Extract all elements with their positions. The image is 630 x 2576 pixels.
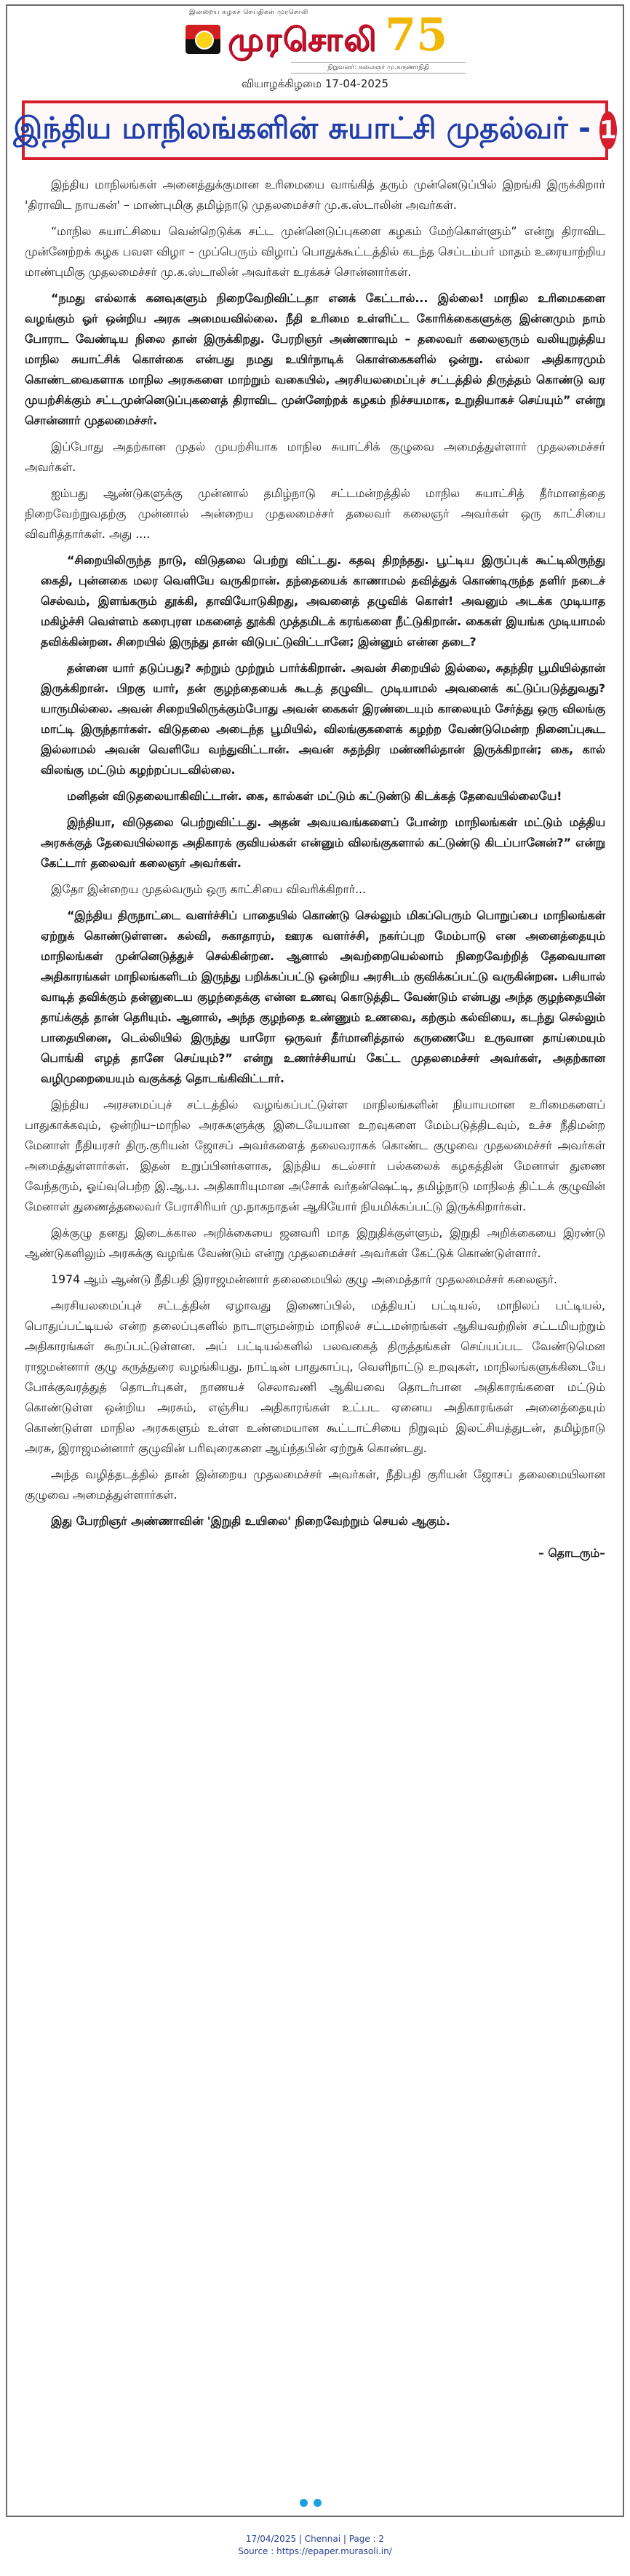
article-paragraph: 1974 ஆம் ஆண்டு நீதிபதி இராஜமன்னார் தலைமையில் குழு அமைத்தார் முதலமைச்சர் கலைஞர். — [51, 1272, 558, 1286]
article-paragraph: “சிறையிலிருந்த நாடு, விடுதலை பெற்று விட்டது. கதவு திறந்தது. பூட்டிய இருப்புக் கூட்டிலிருந்து கைதி, புன்னகை மலர வெளியே வருகிறான். தந்தையைக் காணாமல் தவித்துக் கொண்டிருந்த தளிர் நடைச் செல்வம், இளங்கரும் தூக்கி, தாவியோடுகிறது, அவனைத் தழுவிக் கொள்! அவனும் அடக்க முடியாத மகிழ்ச்சி வெள்ளம் கரைபுரள மகனைத் தூக்கி முத்தமிடக் கரங்களை நீட்டுகிறான். கைகள் இயங்க முடியாமல் தவிக்கின்றன. சிறையில் இருந்து தான் விடுபட்டுவிட்டானே; இன்னும் என்ன தடை? — [41, 553, 605, 649]
masthead — [7, 6, 623, 93]
page-dot[interactable] — [314, 2499, 322, 2507]
article-body — [25, 175, 605, 1569]
part-number-badge: 1 — [599, 111, 617, 149]
article-title: இந்திய மாநிலங்களின் சுயாட்சி முதல்வர் - — [13, 111, 591, 146]
page-navigation-dots[interactable] — [300, 2499, 322, 2507]
footer-source-link[interactable]: Source : https://epaper.murasoli.in/ — [238, 2546, 392, 2556]
article-paragraph: அரசியலமைப்புச் சட்டத்தின் ஏழாவது இணைப்பில், மத்தியப் பட்டியல், மாநிலப் பட்டியல், பொதுப்பட்டியல் என்ற தலைப்புகளில் நாடாளுமன்றம் மாநிலச் சட்டமன்றங்கள் ஆகியவற்றின் சட்டமியற்றும் அதிகாரங்கள் கூறப்பட்டுள்ளன. அப் பட்டியல்களில் பலவகைத் திருத்தங்கள் செய்யப்பட வேண்டுமென ராஜமன்னார் குழு கருத்துரை வழங்கியது. நாட்டின் பாதுகாப்பு, வெளிநாட்டு உறவுகள், மாநிலங்களுக்கிடையே போக்குவரத்துத் தொடர்புகள், நாணயச் செலாவணி ஆகியவை தொடர்பான அதிகாரங்களை மட்டும் கொண்டுள்ள ஒன்றிய அரசும், எஞ்சிய அதிகாரங்கள் உட்பட ஏனைய அதிகாரங்கள் அனைத்தையும் கொண்டுள்ள மாநில அரசுகளும் உள்ள உண்மையான கூட்டாட்சியை நிறுவும் இலட்சியத்துடன், தமிழ்நாடு அரசு, இராஜமன்னார் குழுவின் பரிவுரைகளை ஆய்ந்தபின் ஏற்றுக் கொண்டது. — [25, 1299, 605, 1455]
anniversary-75-logo — [385, 8, 448, 63]
footer-date-line: 17/04/2025 | Chennai | Page : 2 — [245, 2534, 385, 2544]
article-paragraph: அந்த வழித்தடத்தில் தான் இன்றைய முதலமைச்சர் அவர்கள், நீதிபதி குரியன் ஜோசப் தலைமையிலான குழுவை அமைத்துள்ளார்கள். — [25, 1467, 605, 1502]
article-paragraph: “நமது எல்லாக் கனவுகளும் நிறைவேறிவிட்டதா எனக் கேட்டால்... இல்லை! மாநில உரிமைகளை வழங்கும் ஓர் ஒன்றிய அரசு அமையவில்லை. நீதி உரிமை உள்ளிட்ட கோரிக்கைகளுக்கு இன்னமும் நாம் போராட வேண்டிய நிலை தான் இருக்கிறது. பேரறிஞர் அண்ணாவும் – தலைவர் கலைஞரும் வலியுறுத்திய மாநில சுயாட்சிக் கொள்கை என்பது நமது உயிர்நாடிக் கொள்கைகளில் ஒன்று. எல்லா அதிகாரமும் கொண்டவைகளாக மாநில அரசுகளை மாற்றும் வகையில், அரசியலமைப்புச் சட்டத்தில் திருத்தம் கொண்டு வர முயற்சிக்கும் சட்டமுன்னெடுப்புகளைத் திராவிட முன்னேற்றக் கழகம் நிச்சயமாக, உறுதியாகச் செய்யும்” என்று சொன்னார் முதலமைச்சர். — [25, 291, 605, 427]
party-flag-emblem-icon — [183, 22, 223, 58]
masthead-tagline: இன்றைய கழகச் செய்திகள் முரசொலி — [189, 9, 308, 16]
newspaper-page — [6, 4, 624, 2517]
article-paragraph: மனிதன் விடுதலையாகிவிட்டான். கை, கால்கள் மட்டும் கட்டுண்டு கிடக்கத் தேவையில்லையே! — [67, 789, 562, 803]
page-dot[interactable] — [300, 2499, 308, 2507]
article-title-box — [13, 100, 617, 160]
article-paragraph: “இந்திய திருநாட்டை வளர்ச்சிப் பாதையில் கொண்டு செல்லும் மிகப்பெரும் பொறுப்பை மாநிலங்கள் ஏற்றுக் கொண்டுள்ளன. கல்வி, சுகாதாரம், ஊரக வளர்ச்சி, நகர்ப்புற மேம்பாடு என அனைத்தையும் மாநிலங்கள் முன்னெடுத்துச் செல்கின்றன. ஆனால் அவற்றையெல்லாம் நிறைவேற்றித் தேவையான அதிகாரங்கள் மாநிலங்களிடம் இருந்து பறிக்கப்பட்டு ஒன்றிய அரசிடம் குவிக்கப்பட்டு வருகின்றன. பசியால் வாடித் தவிக்கும் தன்னுடைய குழந்தைக்கு என்ன உணவு கொடுத்திட வேண்டும் என்பது அந்த குழந்தையின் தாய்க்குத் தான் தெரியும். ஆனால், அந்த குழந்தை உண்ணும் உணவை, கற்கும் கல்வியை, கடந்து செல்லும் பாதையினை, டெல்லியில் இருந்து யாரோ ஒருவர் தீர்மானித்தால் கருணையே உருவான தாய்மையும் பொங்கி எழத் தானே செய்யும்?” என்று உணர்ச்சியாய் கேட்ட முதலமைச்சர் அவர்கள், அதற்கான வழிமுறையையும் வகுக்கத் தொடங்கிவிட்டார். — [41, 908, 605, 1085]
continued-label: – தொடரும்– — [538, 1546, 605, 1560]
article-paragraph: ஐம்பது ஆண்டுகளுக்கு முன்னால் தமிழ்நாடு சட்டமன்றத்தில் மாநில சுயாட்சித் தீர்மானத்தை நிறைவேற்றுவதற்கு முன்னால் அன்றைய முதலமைச்சர் தலைவர் கலைஞர் அவர்கள் ஒரு காட்சியை விவரித்தார்கள். அது .... — [25, 486, 605, 541]
article-paragraph: இந்தியா, விடுதலை பெற்றுவிட்டது. அதன் அவயவங்களைப் போன்ற மாநிலங்கள் மட்டும் மத்திய அரசுக்குத் தேவையில்லாத அதிகாரக் குவியல்கள் என்னும் விலங்குகளால் கட்டுண்டு கிடப்பானேன்?” என்று கேட்டார் தலைவர் கலைஞர் அவர்கள். — [41, 815, 605, 870]
article-paragraph: இக்குழு தனது இடைக்கால அறிக்கையை ஜனவரி மாத இறுதிக்குள்ளும், இறுதி அறிக்கையை இரண்டு ஆண்டுகளிலும் அரசுக்கு வழங்க வேண்டும் என்று முதலமைச்சர் அவர்கள் கேட்டுக் கொண்டுள்ளார். — [25, 1226, 605, 1260]
page-footer — [0, 2533, 630, 2558]
article-paragraph: இந்திய அரசமைப்புச் சட்டத்தில் வழங்கப்பட்டுள்ள மாநிலங்களின் நியாயமான உரிமைகளைப் பாதுகாக்கவும், ஒன்றிய–மாநில அரசுகளுக்கு இடையேயான உறவுகளை மேம்படுத்திடவும், உச்ச நீதிமன்ற மேனாள் நீதியரசர் திரு.குரியன் ஜோசப் அவர்களைத் தலைவராகக் கொண்ட குழுவை முதலமைச்சர் அவர்கள் அமைத்துள்ளார்கள். இதன் உறுப்பினர்களாக, இந்திய கடல்சார் பல்கலைக் கழகத்தின் மேனாள் துணை வேந்தரும், ஓய்வுபெற்ற இ.ஆ.ப. அதிகாரியுமான அசோக் வர்தன்ஷெட்டி, தமிழ்நாடு மாநிலத் திட்டக் குழுவின் மேனாள் துணைத்தலைவர் பேராசிரியர் மு.நாகநாதன் ஆகியோர் நியமிக்கப்பட்டு இருக்கிறார்கள். — [25, 1098, 605, 1213]
issue-date: வியாழக்கிழமை 17-04-2025 — [242, 77, 388, 90]
article-paragraph: தன்னை யார் தடுப்பது? சுற்றும் முற்றும் பார்க்கிறான். அவன் சிறையில் இல்லை, சுதந்திர பூமியில்தான் இருக்கிறான். பிறகு யார், தன் குழந்தையைக் கூடத் தழுவிட முடியாமல் அவனைக் கட்டுப்படுத்துவது? யாருமில்லை. அவன் சிறையிலிருக்கும்போது அவன் கைகள் இரண்டையும் காலையும் சேர்த்து ஒரு விலங்கு மாட்டி இருந்தார்கள். விடுதலை அடைந்த பூமியில், விலங்குகளைக் கழற்ற வேண்டுமென்ற நினைப்புகூட இல்லாமல் அவன் வெளியே வந்துவிட்டான். அவன் சுதந்திர மண்ணில்தான் இருக்கிறான்; கை, கால் விலங்கு மட்டும் கழற்றப்படவில்லை. — [41, 661, 605, 777]
article-paragraph: இந்திய மாநிலங்கள் அனைத்துக்குமான உரிமையை வாங்கித் தரும் முன்னெடுப்பில் இறங்கி இருக்கிறார் 'திராவிட நாயகன்' – மாண்புமிகு தமிழ்நாடு முதலமைச்சர் மு.க.ஸ்டாலின் அவர்கள். — [25, 178, 605, 212]
article-paragraph: இப்போது அதற்கான முதல் முயற்சியாக மாநில சுயாட்சிக் குழுவை அமைத்துள்ளார் முதலமைச்சர் அவர்கள். — [25, 440, 605, 474]
article-paragraph: இதோ இன்றைய முதல்வரும் ஒரு காட்சியை விவரிக்கிறார்... — [51, 882, 367, 896]
article-paragraph: இது பேரறிஞர் அண்ணாவின் 'இறுதி உயிலை' நிறைவேற்றும் செயல் ஆகும். — [51, 1514, 450, 1528]
anniversary-number: 75 — [385, 8, 448, 61]
newspaper-name: முரசொலி — [228, 21, 378, 58]
article-paragraph: “மாநில சுயாட்சியை வென்றெடுக்க சட்ட முன்னெடுப்புகளை கழகம் மேற்கொள்ளும்” என்று திராவிட முன்னேற்றக் கழக பவள விழா – முப்பெரும் விழாப் பொதுக்கூட்டத்தில் கடந்த செப்டம்பர் மாதம் உரையாற்றிய மாண்புமிகு முதலமைச்சர் மு.க.ஸ்டாலின் அவர்கள் உரக்கச் சொன்னார்கள். — [25, 224, 605, 279]
masthead-subline: நிறுவனர்: கலைஞர் மு.கருணாநிதி — [291, 62, 466, 74]
